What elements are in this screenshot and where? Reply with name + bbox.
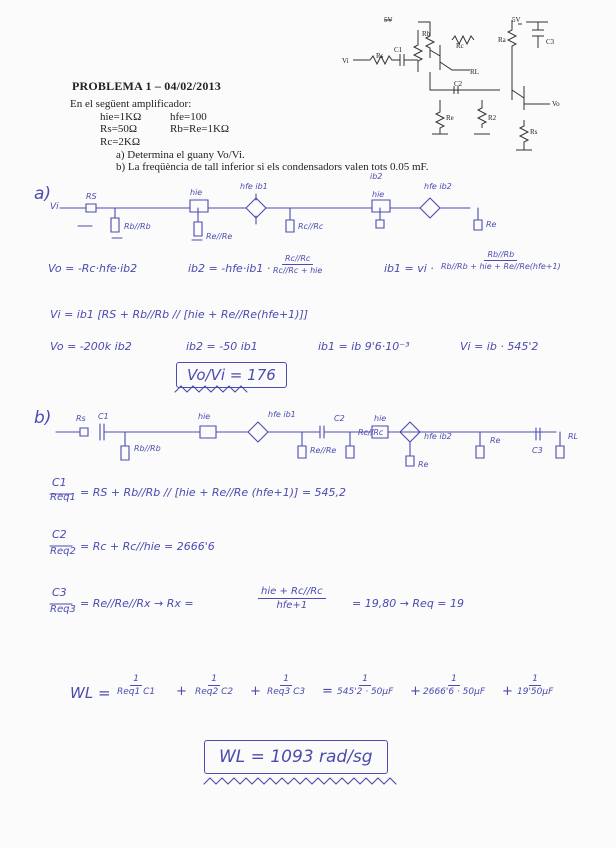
circuit-b-label: C2 (334, 414, 345, 423)
c3-tail: = 19,80 → Req = 19 (352, 597, 465, 610)
wl-term-den: Req2 C2 (195, 687, 234, 697)
param-right-1: hfe=100 (170, 111, 207, 123)
circuit-a-label: hie (190, 188, 203, 197)
eq-vi-value: Vi = ib · 545'2 (460, 340, 539, 353)
circuit-b-label: Rs (76, 414, 86, 423)
circuit-a-label: Rb//Rb (124, 222, 151, 231)
schematic-label: Rs (530, 128, 538, 136)
c2-label: C2 (52, 528, 67, 541)
circuit-a-label: RS (86, 192, 97, 201)
circuit-a-label: Re (486, 220, 497, 229)
eq-ib2-fraction (270, 254, 325, 275)
wl-term (192, 674, 236, 697)
circuit-b-label: hfe ib1 (268, 410, 296, 419)
wl-term (334, 674, 396, 697)
circuit-b-label: Rc//Rc (358, 428, 384, 437)
plus-sign: + (410, 684, 421, 699)
eq-vo: Vo = -Rc·hfe·ib2 (48, 262, 138, 275)
schematic-label: 5V (384, 16, 393, 24)
schematic-label: C2 (454, 80, 463, 88)
param-left-3: Rc=2KΩ (100, 136, 141, 148)
circuit-b-label: Re (490, 436, 501, 445)
c2-eq: = Rc + Rc//hie = 2666'6 (80, 540, 215, 553)
c3-eq: = Re//Re//Rx → Rx = (80, 597, 194, 610)
eq-vi: Vi = ib1 [RS + Rb//Rb // [hie + Re//Re(hfe+1)]] (50, 308, 309, 321)
part-a-label: a) (34, 184, 52, 204)
circuit-a-label: hie (372, 190, 385, 199)
circuit-a (60, 194, 482, 240)
schematic-label: Vo (552, 100, 560, 108)
question-b: b) La freqüència de tall inferior si els condensadors valen tots 0.05 mF. (116, 161, 429, 173)
result-cutoff: WL = 1093 rad/sg (204, 740, 388, 774)
plus-sign: + (502, 684, 513, 699)
schematic-label: R2 (488, 114, 497, 122)
circuit-b-label: C1 (98, 412, 109, 421)
wl-term (114, 674, 158, 697)
plus-sign: + (176, 684, 187, 699)
c3-rx-den: hfe+1 (276, 600, 308, 611)
wl-term (514, 674, 556, 697)
circuit-b-label: hie (374, 414, 387, 423)
wl-term-den: Req3 C3 (267, 687, 306, 697)
circuit-a-label: hfe ib1 (240, 182, 268, 191)
param-left-2: Rs=50Ω (100, 123, 137, 135)
eq-ib2-value: ib2 = -50 ib1 (186, 340, 258, 353)
schematic-label: Re (446, 114, 454, 122)
circuit-b-label: hie (198, 412, 211, 421)
param-right-2: Rb=Re=1KΩ (170, 123, 230, 135)
wl-term (420, 674, 488, 697)
wl-term-den: 19'50μF (517, 687, 554, 697)
problem-title: PROBLEMA 1 – 04/02/2013 (72, 79, 221, 93)
schematic-label: C3 (546, 38, 555, 46)
circuit-b-label: Re//Re (310, 446, 337, 455)
eq-ib2-num: Rc//Rc (282, 254, 313, 265)
schematic-label: Vi (342, 57, 349, 65)
circuit-b-label: RL (568, 432, 579, 441)
plus-sign: + (250, 684, 261, 699)
eq-vo-value: Vo = -200k ib2 (50, 340, 132, 353)
schematic-label: 5V (512, 16, 521, 24)
schematic-label: Rc (456, 42, 464, 50)
eq-ib2-left: ib2 = -hfe·ib1 · (188, 262, 271, 275)
schematic-label: RL (470, 68, 479, 76)
problem-intro: En el següent amplificador: (70, 98, 192, 110)
eq-ib2-den: Rc//Rc + hie (273, 266, 323, 275)
circuit-b-label: hfe ib2 (424, 432, 452, 441)
circuit-b-label: Rb//Rb (134, 444, 161, 453)
c3-rx-fraction (258, 586, 326, 611)
c3-rx-num: hie + Rc//Rc (258, 586, 326, 599)
c1-eq: = RS + Rb//Rb // [hie + Re//Re (hfe+1)] = 545,2 (80, 486, 347, 499)
part-b-label: b) (34, 408, 52, 428)
wl-term-num: 1 (130, 674, 142, 686)
schematic-label: Rb (422, 30, 431, 38)
equals-sign: = (322, 684, 333, 699)
eq-ib1-value: ib1 = ib 9'6·10⁻³ (318, 340, 410, 353)
printed-schematic (353, 20, 550, 150)
wl-term-num: 1 (359, 674, 371, 686)
result-gain: Vo/Vi = 176 (176, 362, 287, 388)
wl-term-den: Req1 C1 (117, 687, 156, 697)
c1-req: Req1 (50, 492, 76, 503)
wl-term-den: 545'2 · 50μF (337, 687, 394, 697)
c1-label: C1 (52, 476, 67, 489)
question-a: a) Determina el guany Vo/Vi. (116, 149, 245, 161)
eq-ib1-num: Rb//Rb (484, 250, 517, 261)
schematic-label: Ra (498, 36, 506, 44)
result-hatching (50, 386, 396, 784)
eq-ib1-den: Rb//Rb + hie + Re//Re(hfe+1) (441, 262, 561, 271)
c3-label: C3 (52, 586, 67, 599)
schematic-label: Rs (376, 52, 384, 60)
circuit-b-label: C3 (532, 446, 543, 455)
c3-req: Req3 (50, 604, 76, 615)
circuit-a-label: Vi (50, 202, 59, 212)
wl-term-num: 1 (280, 674, 292, 686)
wl-term-num: 1 (529, 674, 541, 686)
circuit-b-label: Re (418, 460, 429, 469)
circuit-a-label: ib2 (370, 172, 383, 181)
circuit-a-label: Re//Re (206, 232, 233, 241)
schematic-label: C1 (394, 46, 403, 54)
wl-left: WL = (70, 684, 111, 702)
circuit-b (56, 422, 564, 466)
circuit-a-label: hfe ib2 (424, 182, 452, 191)
wl-term (264, 674, 308, 697)
c2-req: Req2 (50, 546, 76, 557)
wl-term-den: 2666'6 · 50μF (423, 687, 486, 697)
eq-ib1-left: ib1 = vi · (384, 262, 434, 275)
wl-term-num: 1 (208, 674, 220, 686)
circuit-a-label: Rc//Rc (298, 222, 324, 231)
eq-ib1-fraction (438, 250, 564, 271)
param-left-1: hie=1KΩ (100, 111, 142, 123)
wl-term-num: 1 (448, 674, 460, 686)
